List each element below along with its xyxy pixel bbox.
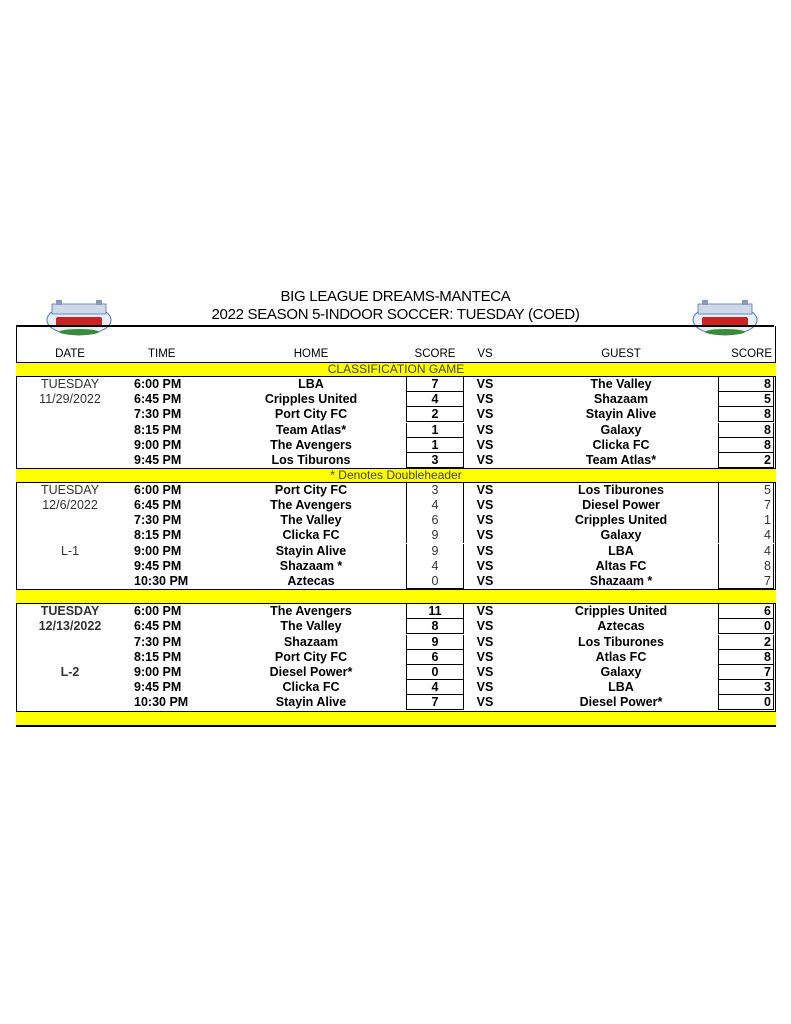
guest-score: 5 xyxy=(718,392,774,407)
home-team: Port City FC xyxy=(274,482,348,497)
guest-team: Galaxy xyxy=(600,422,642,437)
page-subtitle: 2022 SEASON 5-INDOOR SOCCER: TUESDAY (COED) xyxy=(211,306,580,323)
guest-team: LBA xyxy=(608,543,634,558)
home-score: 4 xyxy=(406,680,464,695)
col-home: HOME xyxy=(293,348,329,360)
game-row xyxy=(16,498,776,513)
game-time: 8:15 PM xyxy=(134,422,182,437)
game-row xyxy=(16,619,776,634)
col-date: DATE xyxy=(55,348,85,360)
col-guest-score: SCORE xyxy=(731,348,772,360)
vs-label: VS xyxy=(476,482,494,497)
guest-score: 1 xyxy=(718,513,774,528)
game-time: 9:00 PM xyxy=(134,437,182,452)
guest-score: 0 xyxy=(718,695,774,710)
game-time: 9:45 PM xyxy=(134,558,182,573)
guest-score: 8 xyxy=(718,407,774,422)
guest-team: Team Atlas* xyxy=(585,452,657,467)
separator-band xyxy=(16,589,776,604)
column-header-row xyxy=(16,347,776,362)
guest-score: 8 xyxy=(718,559,774,574)
game-time: 6:00 PM xyxy=(134,482,182,497)
vs-label: VS xyxy=(476,422,494,437)
game-row xyxy=(16,528,776,543)
vs-label: VS xyxy=(476,604,494,619)
home-score: 7 xyxy=(406,377,464,392)
game-time: 6:45 PM xyxy=(134,619,182,634)
home-score: 4 xyxy=(406,392,464,407)
vs-label: VS xyxy=(476,437,494,452)
home-team: The Avengers xyxy=(270,604,352,619)
game-time: 6:00 PM xyxy=(134,376,182,391)
week-label: L-2 xyxy=(60,664,80,679)
guest-score: 8 xyxy=(718,423,774,438)
week-date: 12/6/2022 xyxy=(42,498,98,513)
week-label: L-1 xyxy=(60,543,80,558)
home-score: 6 xyxy=(406,513,464,528)
guest-team: Altas FC xyxy=(595,558,647,573)
home-score: 3 xyxy=(406,483,464,498)
game-time: 9:00 PM xyxy=(134,664,182,679)
guest-score: 2 xyxy=(718,453,774,468)
guest-score: 0 xyxy=(718,619,774,634)
guest-score: 4 xyxy=(718,528,774,543)
game-row xyxy=(16,680,776,695)
game-time: 6:00 PM xyxy=(134,604,182,619)
guest-team: LBA xyxy=(608,680,634,695)
guest-team: Diesel Power* xyxy=(579,695,663,710)
vs-label: VS xyxy=(476,543,494,558)
game-row xyxy=(16,423,776,438)
vs-label: VS xyxy=(476,680,494,695)
home-score: 6 xyxy=(406,650,464,665)
week-day: TUESDAY xyxy=(40,376,100,391)
week-date: 11/29/2022 xyxy=(39,392,101,407)
guest-score: 7 xyxy=(718,574,774,589)
game-time: 7:30 PM xyxy=(134,407,182,422)
home-score: 4 xyxy=(406,498,464,513)
home-score: 2 xyxy=(406,407,464,422)
vs-label: VS xyxy=(476,574,494,589)
game-time: 10:30 PM xyxy=(134,695,189,710)
home-score: 8 xyxy=(406,619,464,634)
game-time: 9:00 PM xyxy=(134,543,182,558)
game-row xyxy=(16,392,776,407)
week-1-section xyxy=(16,377,776,468)
game-row xyxy=(16,513,776,528)
home-team: The Avengers xyxy=(270,437,352,452)
home-team: Port City FC xyxy=(274,649,348,664)
game-time: 6:45 PM xyxy=(134,392,182,407)
guest-team: Stayin Alive xyxy=(585,407,657,422)
home-team: Los Tiburons xyxy=(271,452,351,467)
game-time: 7:30 PM xyxy=(134,513,182,528)
game-row xyxy=(16,650,776,665)
week-day: TUESDAY xyxy=(40,482,100,497)
guest-team: Diesel Power xyxy=(582,498,660,513)
guest-team: Clicka FC xyxy=(592,437,650,452)
game-row xyxy=(16,377,776,392)
home-team: Shazaam * xyxy=(279,558,343,573)
guest-score: 4 xyxy=(718,544,774,559)
home-score: 9 xyxy=(406,544,464,559)
game-time: 9:45 PM xyxy=(134,680,182,695)
col-vs: VS xyxy=(477,348,493,360)
guest-score: 6 xyxy=(718,604,774,619)
guest-team: Cripples United xyxy=(574,513,668,528)
vs-label: VS xyxy=(476,649,494,664)
game-row xyxy=(16,665,776,680)
vs-label: VS xyxy=(476,528,494,543)
home-score: 0 xyxy=(406,665,464,680)
home-team: Team Atlas* xyxy=(275,422,347,437)
home-team: The Valley xyxy=(280,513,342,528)
guest-score: 8 xyxy=(718,438,774,453)
vs-label: VS xyxy=(476,513,494,528)
vs-label: VS xyxy=(476,407,494,422)
game-row xyxy=(16,695,776,710)
vs-label: VS xyxy=(476,695,494,710)
home-score: 9 xyxy=(406,528,464,543)
vs-label: VS xyxy=(476,452,494,467)
guest-score: 5 xyxy=(718,483,774,498)
footer-band xyxy=(16,711,776,726)
guest-team: Los Tiburones xyxy=(578,482,664,497)
guest-team: Shazaam xyxy=(593,392,649,407)
guest-team: Los Tiburones xyxy=(578,634,664,649)
game-time: 9:45 PM xyxy=(134,452,182,467)
guest-score: 8 xyxy=(718,650,774,665)
game-row xyxy=(16,438,776,453)
guest-team: Aztecas xyxy=(597,619,645,634)
home-team: Stayin Alive xyxy=(275,543,347,558)
home-team: The Avengers xyxy=(270,498,352,513)
vs-label: VS xyxy=(476,619,494,634)
home-score: 3 xyxy=(406,453,464,468)
home-team: Diesel Power* xyxy=(269,664,353,679)
vs-label: VS xyxy=(476,558,494,573)
col-home-score: SCORE xyxy=(414,348,456,360)
game-row xyxy=(16,574,776,589)
doubleheader-note-band: * Denotes Doubleheader xyxy=(16,468,776,483)
game-row xyxy=(16,559,776,574)
vs-label: VS xyxy=(476,498,494,513)
schedule-table xyxy=(16,347,776,726)
game-row xyxy=(16,483,776,498)
game-row xyxy=(16,453,776,468)
home-team: Shazaam xyxy=(283,634,339,649)
week-date: 12/13/2022 xyxy=(38,619,102,634)
col-guest: GUEST xyxy=(601,348,641,360)
guest-team: Galaxy xyxy=(600,528,642,543)
game-time: 8:15 PM xyxy=(134,649,182,664)
guest-score: 3 xyxy=(718,680,774,695)
guest-score: 7 xyxy=(718,498,774,513)
vs-label: VS xyxy=(476,634,494,649)
game-row xyxy=(16,635,776,650)
vs-label: VS xyxy=(476,376,494,391)
guest-team: The Valley xyxy=(590,376,652,391)
game-time: 8:15 PM xyxy=(134,528,182,543)
home-team: Stayin Alive xyxy=(275,695,347,710)
col-time: TIME xyxy=(148,348,176,360)
guest-team: Cripples United xyxy=(574,604,668,619)
home-score: 1 xyxy=(406,438,464,453)
home-team: Clicka FC xyxy=(282,528,340,543)
home-score: 9 xyxy=(406,635,464,650)
home-team: Cripples United xyxy=(264,392,358,407)
guest-score: 2 xyxy=(718,635,774,650)
home-team: Port City FC xyxy=(274,407,348,422)
vs-label: VS xyxy=(476,392,494,407)
week-2-section xyxy=(16,483,776,589)
home-score: 1 xyxy=(406,423,464,438)
home-team: Clicka FC xyxy=(282,680,340,695)
game-time: 7:30 PM xyxy=(134,634,182,649)
guest-score: 8 xyxy=(718,377,774,392)
home-team: Aztecas xyxy=(287,574,335,589)
vs-label: VS xyxy=(476,664,494,679)
guest-score: 7 xyxy=(718,665,774,680)
home-score: 4 xyxy=(406,559,464,574)
home-team: LBA xyxy=(298,376,324,391)
home-score: 0 xyxy=(406,574,464,589)
game-row xyxy=(16,604,776,619)
home-team: The Valley xyxy=(280,619,342,634)
week-day: TUESDAY xyxy=(40,604,100,619)
home-score: 11 xyxy=(406,604,464,619)
guest-team: Galaxy xyxy=(600,664,642,679)
guest-team: Shazaam * xyxy=(589,574,653,589)
page-title: BIG LEAGUE DREAMS-MANTECA xyxy=(280,288,511,305)
home-score: 7 xyxy=(406,695,464,710)
game-row xyxy=(16,407,776,422)
game-row xyxy=(16,544,776,559)
classification-band: CLASSIFICATION GAME xyxy=(16,362,776,377)
game-time: 10:30 PM xyxy=(134,574,189,589)
game-time: 6:45 PM xyxy=(134,498,182,513)
guest-team: Atlas FC xyxy=(595,649,647,664)
week-3-section xyxy=(16,604,776,710)
